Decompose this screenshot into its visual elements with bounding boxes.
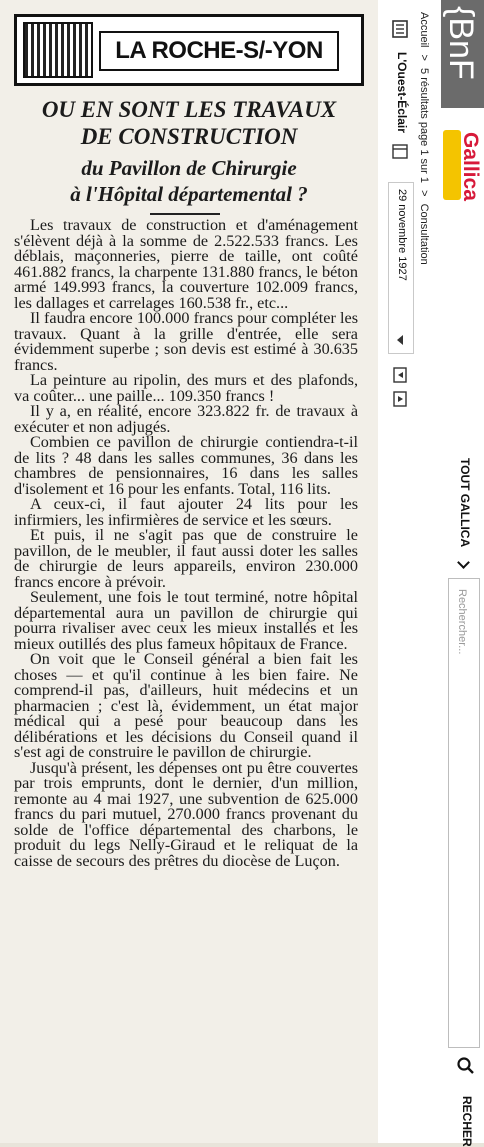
gallica-logo[interactable] xyxy=(440,130,484,206)
building-illustration xyxy=(23,22,93,78)
bnf-logo[interactable] xyxy=(441,0,484,108)
article-subtitle xyxy=(10,155,368,207)
bnf-logo-text: BnF xyxy=(442,17,480,80)
article-paragraph: Les travaux de construction et d'aménagement s'élèvent déjà à la somme de 2.522.533 francs. Les déblais, maçonneries, pierre de taille, ont coûté 461.882 francs, la charpente 131.880 francs, le béton armé 149.993 francs, la couverture 102.009 francs, les dallages et carrelages 160.538 fr., etc... xyxy=(14,216,358,312)
document-icon[interactable] xyxy=(389,18,411,40)
date-selector[interactable] xyxy=(388,182,414,354)
search-button[interactable] xyxy=(448,1052,484,1147)
title-divider xyxy=(150,213,220,215)
article-paragraph: Combien ce pavillon de chirurgie contiendra-t-il de lits ? 48 dans les salles communes, 36 dans les chambres de pensionnaires, 16 dans les salles d'isolement et 16 pour les enfants. Total, 116 lits. xyxy=(14,433,358,498)
search-input[interactable] xyxy=(448,578,480,1048)
article-paragraph: Jusqu'à présent, les dépenses ont pu être couvertes par trois emprunts, dont le dernier, d'un million, remonte au 4 mai 1927, une subvention de 625.000 francs du pari mutuel, 270.000 francs provenant du solde de l'office départemental des charbons, le produit du legs Nelly-Giraud et le reliquat de la caisse de secours des prêtres du diocèse de Luçon. xyxy=(14,758,358,870)
article-paragraph: Il y a, en réalité, encore 323.822 fr. de travaux à exécuter et non adjugés. xyxy=(14,402,358,436)
breadcrumb-results[interactable]: 5 résultats page 1 sur 1 xyxy=(418,68,430,183)
search-button-label: RECHER xyxy=(460,1096,474,1147)
town-header-banner xyxy=(14,14,364,86)
article-paragraph: A ceux-ci, il faut ajouter 24 lits pour les infirmiers, les infirmières de service et les sœurs. xyxy=(14,495,358,529)
next-page-icon[interactable] xyxy=(389,388,411,410)
date-value: 29 novembre 1927 xyxy=(396,189,408,281)
bnf-logo-bracket: { xyxy=(442,6,480,18)
article-title xyxy=(10,96,368,150)
calendar-icon[interactable] xyxy=(389,140,411,162)
article-title-line1: OU EN SONT LES TRAVAUX xyxy=(41,97,337,122)
breadcrumb-separator: > xyxy=(418,54,430,61)
article-title-line2: DE CONSTRUCTION xyxy=(80,124,298,149)
breadcrumb xyxy=(417,12,431,265)
search-placeholder: Rechercher... xyxy=(456,589,468,655)
chevron-down-icon xyxy=(397,335,403,345)
article-body xyxy=(14,218,358,869)
article-paragraph: Il faudra encore 100.000 francs pour compléter les travaux. Quant à la grille d'entrée, elle sera évidemment superbe ; son devis est estimé à 30.635 francs. xyxy=(14,309,358,374)
search-icon xyxy=(454,1054,476,1076)
article-subtitle-line1: du Pavillon de Chirurgie xyxy=(81,156,297,180)
article-subtitle-line2: à l'Hôpital départemental ? xyxy=(70,182,308,206)
search-scope-selector[interactable] xyxy=(452,458,476,574)
breadcrumb-current: Consultation xyxy=(418,203,430,265)
article-paragraph: Et puis, il ne s'agit pas que de construire le pavillon, de le meubler, il faut aussi doter les salles de chirurgie de leurs appareils, environ 230.000 francs encore à prévoir. xyxy=(14,526,358,591)
publication-title[interactable]: L'Ouest-Éclair xyxy=(395,52,409,133)
breadcrumb-home[interactable]: Accueil xyxy=(418,12,430,48)
article-paragraph: La peinture au ripolin, des murs et des plafonds, va coûter... une paille... 109.350 francs ! xyxy=(14,371,358,405)
article-paragraph: Seulement, une fois le tout terminé, notre hôpital départemental aura un pavillon de chirurgie qui pourra rivaliser avec ceux les mieux installés et les mieux outillés des plus fameux hôpitaux de France. xyxy=(14,588,358,653)
previous-page-icon[interactable] xyxy=(389,364,411,386)
gallica-logo-text: Gallica xyxy=(459,132,482,201)
breadcrumb-separator: > xyxy=(418,190,430,197)
chevron-down-icon xyxy=(457,556,470,569)
search-scope-label: TOUT GALLICA xyxy=(458,458,472,548)
article-paragraph: On voit que le Conseil général a bien fait les choses — et qu'il continue à les bien faire. Ne comprend-il pas, d'ailleurs, huit médecins et un pharmacien ; c'est là, évidemment, un état major médical qui a pesé pour beaucoup dans les délibérations et les décisions du Conseil quand il s'est agi de construire le pavillon de chirurgie. xyxy=(14,650,358,761)
town-header-title: LA ROCHE-S/-YON xyxy=(99,31,339,71)
